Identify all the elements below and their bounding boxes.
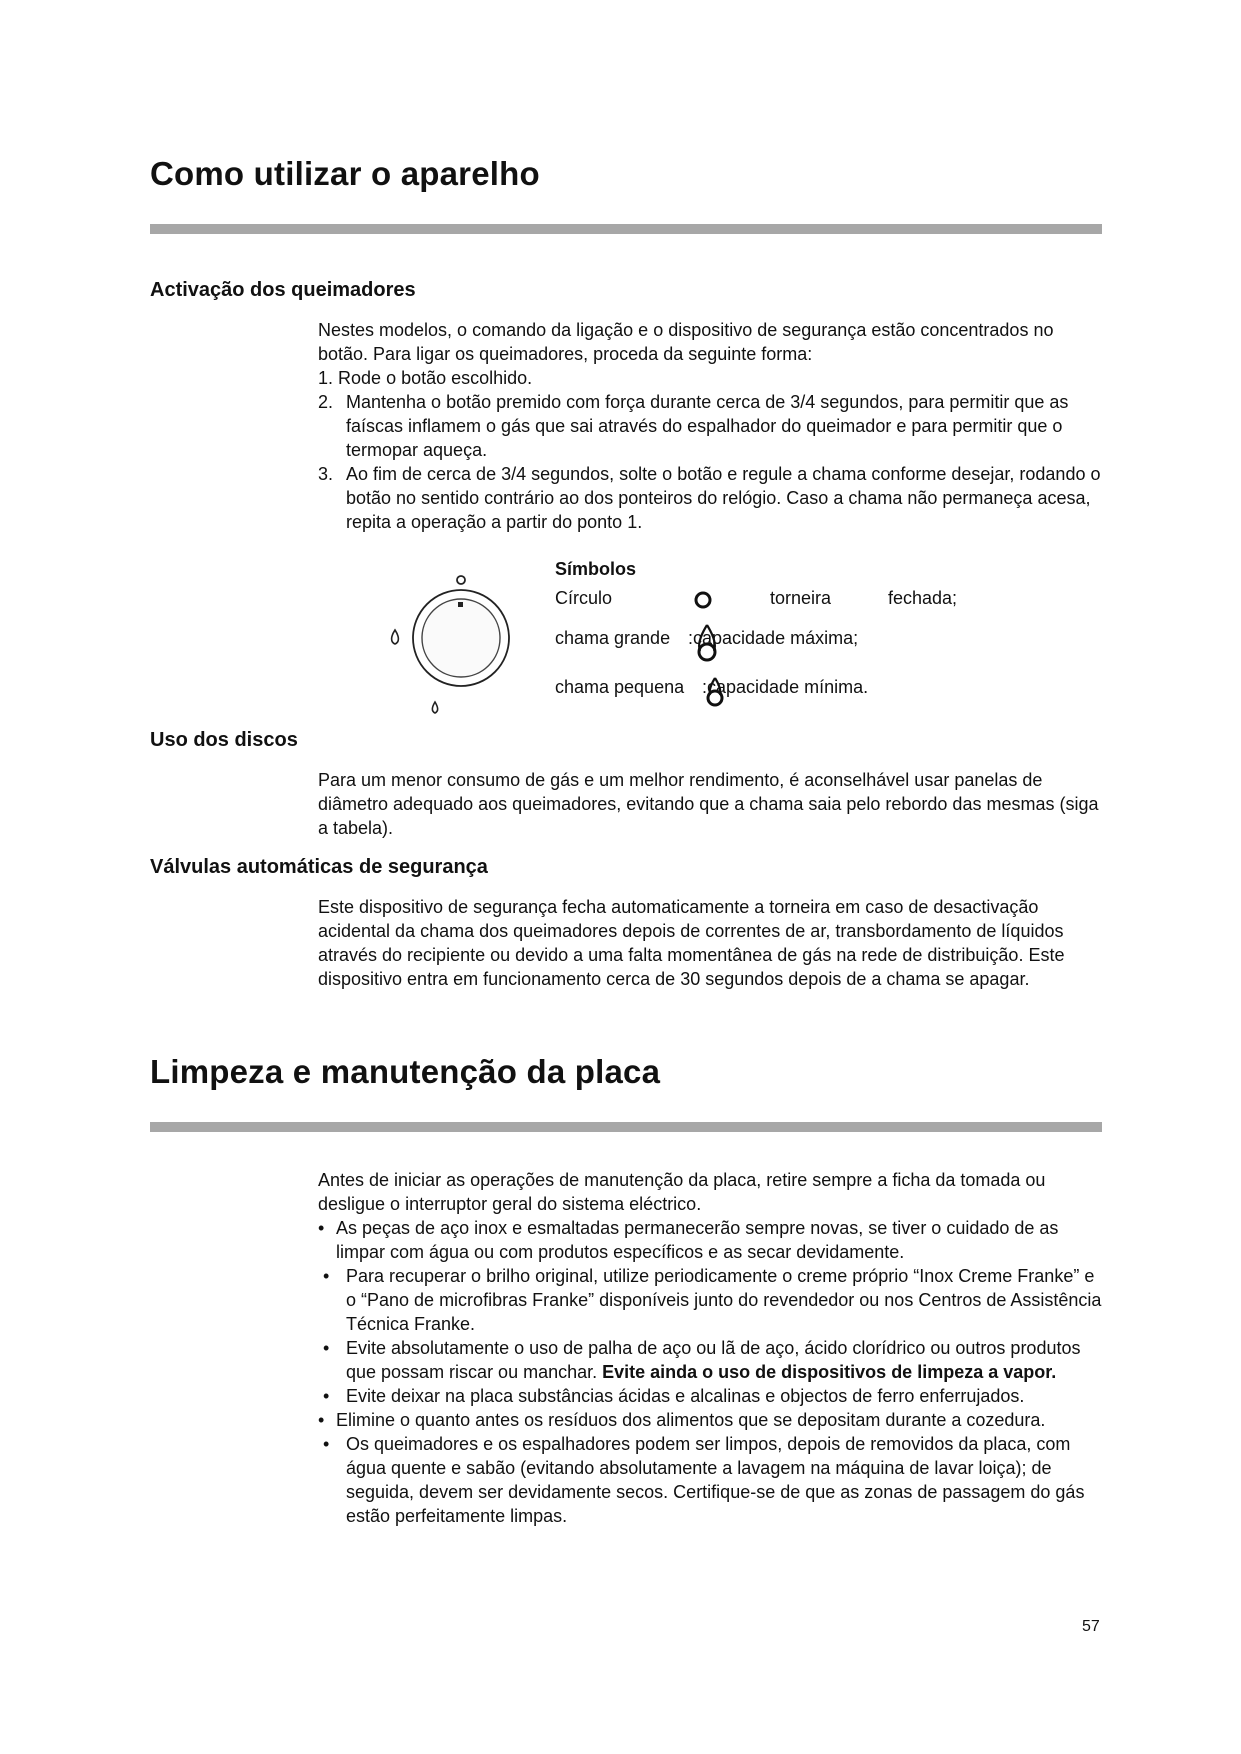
- discs-text: Para um menor consumo de gás e um melhor rendimento, é aconselhável usar panelas de diâmetro adequado aos queimadores, evitando que a chama saia pelo rebordo das mesmas (siga a tabela).: [318, 770, 1099, 838]
- list-item: [318, 1432, 1103, 1528]
- symbol-desc-a: torneira: [770, 588, 832, 608]
- bullet-mark: •: [323, 1386, 330, 1406]
- symbol-label: Círculo: [555, 588, 613, 608]
- cleaning-instructions: [318, 1168, 1103, 1528]
- heading-discs-usage: Uso dos discos: [150, 729, 298, 751]
- large-flame-icon: [392, 630, 399, 644]
- symbol-label: chama pequena: [555, 677, 685, 697]
- step-item: [318, 462, 1103, 534]
- knob-diagram: [375, 570, 525, 720]
- symbol-row-circle: [555, 588, 612, 609]
- list-item-text: Evite absolutamente o uso de palha de aço ou lã de aço, ácido clorídrico ou outros produtos que possam riscar ou manchar.: [346, 1338, 1081, 1382]
- list-item-text: As peças de aço inox e esmaltadas permanecerão sempre novas, se tiver o cuidado de as limpar com água ou com produtos específicos e as secar devidamente.: [336, 1218, 1059, 1262]
- list-item-text: Para recuperar o brilho original, utilize periodicamente o creme próprio “Inox Creme Franke” e o “Pano de microfibras Franke” disponíveis junto do revendedor ou nos Centros de Assistência Técnica Franke.: [346, 1266, 1102, 1334]
- step-text: Ao fim de cerca de 3/4 segundos, solte o botão e regule a chama conforme desejar, rodando o botão no sentido contrário ao dos ponteiros do relógio. Caso a chama não permaneça acesa, repita a operação a partir do ponto 1.: [346, 464, 1101, 532]
- circle-icon: [692, 589, 714, 611]
- symbol-label: chama grande: [555, 628, 671, 648]
- off-position-circle-icon: [457, 576, 465, 584]
- valves-text: Este dispositivo de segurança fecha automaticamente a torneira em caso de desactivação acidental da chama dos queimadores depois de correntes de ar, transbordamento de líquidos através do recipiente ou devido a uma falta momentânea de gás na rede de distribuição. Este dispositivo entra em funcionamento cerca de 30 segundos depois de a chama se apagar.: [318, 897, 1065, 989]
- page-number: 57: [1082, 1618, 1100, 1635]
- list-item: [318, 1336, 1103, 1384]
- list-item-text: Elimine o quanto antes os resíduos dos alimentos que se depositam durante a cozedura.: [336, 1410, 1046, 1430]
- list-item: [318, 1264, 1103, 1336]
- bullet-mark: •: [318, 1218, 325, 1238]
- activation-instructions: [318, 318, 1103, 534]
- small-flame-icon: [432, 702, 437, 713]
- symbol-desc-a: :capacidade mínima.: [702, 677, 869, 697]
- symbol-desc-a: :capacidade máxima;: [688, 628, 859, 648]
- heading-burner-activation: Activação dos queimadores: [150, 279, 416, 301]
- discs-paragraph: [318, 768, 1103, 840]
- section-divider: [150, 1122, 1102, 1132]
- bullet-mark: •: [318, 1410, 325, 1430]
- list-item-bold-text: Evite ainda o uso de dispositivos de limpeza a vapor.: [602, 1362, 1057, 1382]
- step-number: 1.: [318, 368, 334, 388]
- heading-safety-valves: Válvulas automáticas de segurança: [150, 856, 488, 878]
- bullet-mark: •: [323, 1434, 330, 1454]
- step-number: 2.: [318, 392, 334, 412]
- bullet-mark: •: [323, 1338, 330, 1358]
- step-item: [318, 390, 1103, 462]
- symbol-row-small-flame: [555, 677, 684, 698]
- list-item: [318, 1384, 1103, 1408]
- step-text: Mantenha o botão premido com força durante cerca de 3/4 segundos, para permitir que as faíscas inflamem o gás que sai através do espalhador do queimador e para permitir que o termopar aqueça.: [346, 392, 1069, 460]
- list-item-text: Evite deixar na placa substâncias ácidas e alcalinas e objectos de ferro enferrujados.: [346, 1386, 1025, 1406]
- step-text: Rode o botão escolhido.: [338, 368, 533, 388]
- step-item: [318, 366, 1103, 390]
- bullet-mark: •: [323, 1266, 330, 1286]
- valves-paragraph: [318, 895, 1103, 991]
- knob-face: [422, 599, 500, 677]
- section-divider: [150, 224, 1102, 234]
- step-number: 3.: [318, 464, 334, 484]
- knob-indicator-mark: [458, 602, 463, 607]
- cleaning-intro: Antes de iniciar as operações de manutenção da placa, retire sempre a ficha da tomada ou desligue o interruptor geral do sistema eléctrico.: [318, 1170, 1046, 1214]
- symbol-row-large-flame: [555, 628, 670, 649]
- activation-intro: Nestes modelos, o comando da ligação e o dispositivo de segurança estão concentrados no botão. Para ligar os queimadores, proceda da seguinte forma:: [318, 320, 1054, 364]
- list-item: [318, 1216, 1103, 1264]
- section-title-cleaning: Limpeza e manutenção da placa: [150, 1053, 661, 1090]
- symbols-title: Símbolos: [555, 559, 637, 579]
- list-item-text: Os queimadores e os espalhadores podem ser limpos, depois de removidos da placa, com água quente e sabão (evitando absolutamente a lavagem na máquina de lavar loiça); de seguida, devem ser devidamente secos. Certifique-se de que as zonas de passagem do gás estão perfeitamente limpas.: [346, 1434, 1085, 1526]
- list-item: [318, 1408, 1103, 1432]
- section-title-usage: Como utilizar o aparelho: [150, 155, 540, 192]
- symbol-desc-b: fechada;: [888, 588, 958, 608]
